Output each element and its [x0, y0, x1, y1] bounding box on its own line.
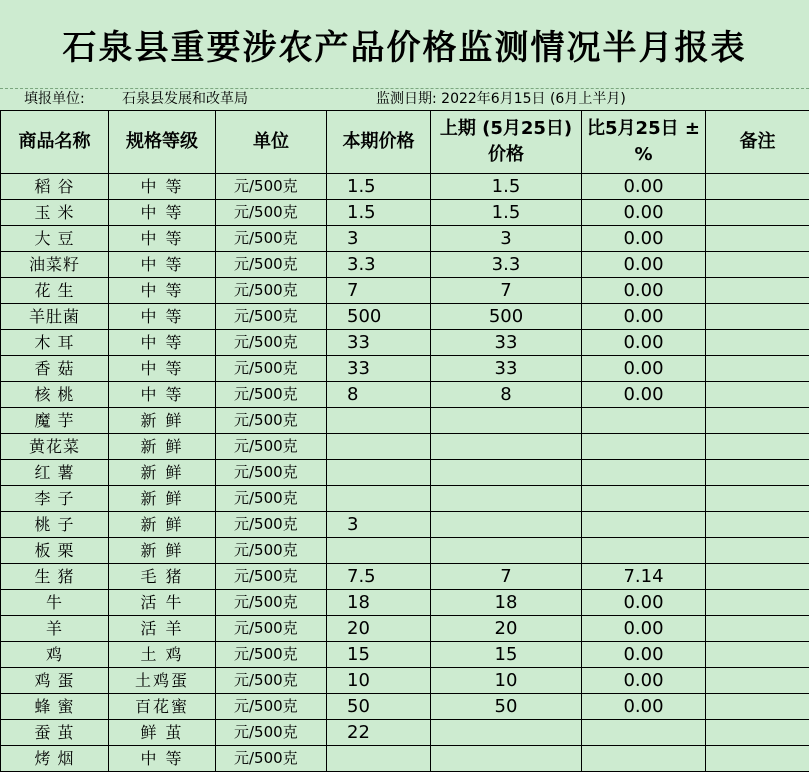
header-spec: 规格等级: [109, 111, 216, 174]
cell-note: [706, 590, 809, 616]
cell-current-price: 3: [327, 226, 431, 252]
table-row: [1, 694, 809, 720]
cell-previous-price: 20: [431, 616, 582, 642]
cell-note: [706, 278, 809, 304]
table-row: [1, 434, 809, 460]
table-row: [1, 538, 809, 564]
cell-name: 玉 米: [1, 200, 109, 226]
header-unit: 单位: [216, 111, 327, 174]
cell-spec: 中 等: [109, 278, 216, 304]
cell-name: 烤 烟: [1, 746, 109, 772]
table-row: [1, 174, 809, 200]
cell-unit: 元/500克: [216, 720, 327, 746]
cell-change: 0.00: [582, 382, 706, 408]
cell-current-price: 500: [327, 304, 431, 330]
cell-name: 油菜籽: [1, 252, 109, 278]
table-row: [1, 304, 809, 330]
cell-previous-price: [431, 408, 582, 434]
price-table: [0, 110, 809, 772]
cell-unit: 元/500克: [216, 304, 327, 330]
cell-name: 李 子: [1, 486, 109, 512]
cell-change: 0.00: [582, 356, 706, 382]
cell-note: [706, 460, 809, 486]
cell-name: 羊: [1, 616, 109, 642]
table-row: [1, 382, 809, 408]
cell-note: [706, 642, 809, 668]
cell-spec: 活 羊: [109, 616, 216, 642]
cell-previous-price: 1.5: [431, 174, 582, 200]
cell-change: 7.14: [582, 564, 706, 590]
cell-unit: 元/500克: [216, 252, 327, 278]
cell-previous-price: [431, 434, 582, 460]
cell-spec: 土鸡蛋: [109, 668, 216, 694]
cell-spec: 中 等: [109, 382, 216, 408]
cell-name: 大 豆: [1, 226, 109, 252]
table-row: [1, 460, 809, 486]
cell-spec: 毛 猪: [109, 564, 216, 590]
cell-change: 0.00: [582, 252, 706, 278]
cell-name: 红 薯: [1, 460, 109, 486]
cell-name: 核 桃: [1, 382, 109, 408]
report-title: 石泉县重要涉农产品价格监测情况半月报表: [62, 27, 747, 68]
cell-current-price: [327, 460, 431, 486]
cell-change: 0.00: [582, 668, 706, 694]
table-row: [1, 564, 809, 590]
cell-current-price: 8: [327, 382, 431, 408]
cell-unit: 元/500克: [216, 486, 327, 512]
cell-current-price: 1.5: [327, 174, 431, 200]
table-row: [1, 226, 809, 252]
cell-change: [582, 720, 706, 746]
cell-current-price: 7.5: [327, 564, 431, 590]
cell-previous-price: 3.3: [431, 252, 582, 278]
cell-current-price: [327, 408, 431, 434]
cell-previous-price: [431, 538, 582, 564]
header-name: 商品名称: [1, 111, 109, 174]
cell-name: 黄花菜: [1, 434, 109, 460]
cell-current-price: 15: [327, 642, 431, 668]
cell-unit: 元/500克: [216, 278, 327, 304]
cell-name: 桃 子: [1, 512, 109, 538]
cell-note: [706, 668, 809, 694]
cell-current-price: 33: [327, 330, 431, 356]
cell-unit: 元/500克: [216, 356, 327, 382]
cell-previous-price: 10: [431, 668, 582, 694]
cell-note: [706, 200, 809, 226]
cell-spec: 中 等: [109, 174, 216, 200]
cell-change: 0.00: [582, 330, 706, 356]
table-row: [1, 356, 809, 382]
cell-change: [582, 486, 706, 512]
cell-unit: 元/500克: [216, 460, 327, 486]
table-row: [1, 278, 809, 304]
cell-note: [706, 434, 809, 460]
cell-change: [582, 538, 706, 564]
cell-current-price: [327, 486, 431, 512]
cell-name: 稻 谷: [1, 174, 109, 200]
cell-change: [582, 746, 706, 772]
table-row: [1, 408, 809, 434]
table-row: [1, 252, 809, 278]
cell-unit: 元/500克: [216, 174, 327, 200]
cell-unit: 元/500克: [216, 226, 327, 252]
header-change: 比5月25日 ± %: [582, 111, 706, 174]
cell-change: 0.00: [582, 278, 706, 304]
cell-unit: 元/500克: [216, 538, 327, 564]
cell-change: 0.00: [582, 200, 706, 226]
cell-change: [582, 434, 706, 460]
cell-name: 蜂 蜜: [1, 694, 109, 720]
cell-current-price: 3.3: [327, 252, 431, 278]
table-header-row: [1, 111, 809, 174]
cell-previous-price: 8: [431, 382, 582, 408]
cell-change: [582, 460, 706, 486]
cell-spec: 中 等: [109, 304, 216, 330]
cell-previous-price: 1.5: [431, 200, 582, 226]
cell-name: 花 生: [1, 278, 109, 304]
reporting-unit-label: 填报单位:: [24, 91, 85, 107]
reporting-unit-value: 石泉县发展和改革局: [122, 91, 248, 107]
cell-unit: 元/500克: [216, 746, 327, 772]
cell-current-price: 10: [327, 668, 431, 694]
cell-current-price: 18: [327, 590, 431, 616]
cell-note: [706, 486, 809, 512]
cell-note: [706, 174, 809, 200]
cell-note: [706, 746, 809, 772]
cell-unit: 元/500克: [216, 382, 327, 408]
cell-unit: 元/500克: [216, 642, 327, 668]
cell-spec: 中 等: [109, 330, 216, 356]
cell-current-price: 50: [327, 694, 431, 720]
cell-spec: 新 鲜: [109, 512, 216, 538]
header-current-price: 本期价格: [327, 111, 431, 174]
cell-change: 0.00: [582, 304, 706, 330]
cell-name: 蚕 茧: [1, 720, 109, 746]
report-info: [0, 89, 809, 110]
cell-unit: 元/500克: [216, 668, 327, 694]
cell-note: [706, 252, 809, 278]
cell-name: 鸡: [1, 642, 109, 668]
table-row: [1, 512, 809, 538]
cell-change: 0.00: [582, 590, 706, 616]
cell-previous-price: [431, 512, 582, 538]
cell-name: 香 菇: [1, 356, 109, 382]
table-row: [1, 668, 809, 694]
cell-unit: 元/500克: [216, 616, 327, 642]
cell-change: [582, 408, 706, 434]
cell-change: [582, 512, 706, 538]
cell-previous-price: 50: [431, 694, 582, 720]
cell-unit: 元/500克: [216, 200, 327, 226]
table-row: [1, 330, 809, 356]
cell-change: 0.00: [582, 174, 706, 200]
cell-spec: 活 牛: [109, 590, 216, 616]
cell-previous-price: 33: [431, 356, 582, 382]
cell-spec: 中 等: [109, 200, 216, 226]
cell-current-price: 22: [327, 720, 431, 746]
table-row: [1, 200, 809, 226]
header-previous-price: 上期 (5月25日) 价格: [431, 111, 582, 174]
cell-name: 鸡 蛋: [1, 668, 109, 694]
cell-note: [706, 304, 809, 330]
cell-previous-price: 33: [431, 330, 582, 356]
cell-name: 生 猪: [1, 564, 109, 590]
cell-previous-price: 15: [431, 642, 582, 668]
table-row: [1, 642, 809, 668]
cell-unit: 元/500克: [216, 694, 327, 720]
cell-previous-price: [431, 486, 582, 512]
cell-unit: 元/500克: [216, 564, 327, 590]
cell-spec: 新 鲜: [109, 408, 216, 434]
cell-name: 木 耳: [1, 330, 109, 356]
cell-unit: 元/500克: [216, 434, 327, 460]
cell-note: [706, 564, 809, 590]
cell-change: 0.00: [582, 226, 706, 252]
cell-spec: 新 鲜: [109, 434, 216, 460]
cell-spec: 新 鲜: [109, 538, 216, 564]
cell-current-price: 33: [327, 356, 431, 382]
cell-previous-price: 3: [431, 226, 582, 252]
cell-current-price: 7: [327, 278, 431, 304]
cell-name: 羊肚菌: [1, 304, 109, 330]
cell-note: [706, 538, 809, 564]
cell-note: [706, 356, 809, 382]
cell-name: 魔 芋: [1, 408, 109, 434]
cell-name: 牛: [1, 590, 109, 616]
cell-note: [706, 408, 809, 434]
cell-spec: 中 等: [109, 356, 216, 382]
cell-spec: 中 等: [109, 746, 216, 772]
cell-change: 0.00: [582, 694, 706, 720]
cell-previous-price: 7: [431, 564, 582, 590]
table-row: [1, 486, 809, 512]
cell-spec: 百花蜜: [109, 694, 216, 720]
monitoring-date: 监测日期: 2022年6月15日 (6月上半月): [376, 91, 626, 107]
cell-unit: 元/500克: [216, 408, 327, 434]
cell-note: [706, 616, 809, 642]
cell-current-price: [327, 746, 431, 772]
cell-previous-price: [431, 460, 582, 486]
cell-note: [706, 720, 809, 746]
cell-previous-price: 18: [431, 590, 582, 616]
cell-spec: 新 鲜: [109, 486, 216, 512]
cell-change: 0.00: [582, 642, 706, 668]
table-row: [1, 746, 809, 772]
cell-current-price: 1.5: [327, 200, 431, 226]
cell-spec: 新 鲜: [109, 460, 216, 486]
cell-note: [706, 512, 809, 538]
cell-spec: 鲜 茧: [109, 720, 216, 746]
cell-previous-price: 7: [431, 278, 582, 304]
cell-spec: 土 鸡: [109, 642, 216, 668]
cell-spec: 中 等: [109, 252, 216, 278]
cell-note: [706, 382, 809, 408]
cell-previous-price: [431, 746, 582, 772]
cell-previous-price: [431, 720, 582, 746]
header-note: 备注: [706, 111, 809, 174]
table-row: [1, 616, 809, 642]
table-row: [1, 720, 809, 746]
cell-note: [706, 226, 809, 252]
cell-current-price: [327, 434, 431, 460]
cell-spec: 中 等: [109, 226, 216, 252]
cell-unit: 元/500克: [216, 330, 327, 356]
cell-name: 板 栗: [1, 538, 109, 564]
cell-unit: 元/500克: [216, 590, 327, 616]
cell-current-price: 3: [327, 512, 431, 538]
cell-previous-price: 500: [431, 304, 582, 330]
cell-current-price: 20: [327, 616, 431, 642]
cell-note: [706, 330, 809, 356]
cell-note: [706, 694, 809, 720]
table-row: [1, 590, 809, 616]
cell-unit: 元/500克: [216, 512, 327, 538]
cell-change: 0.00: [582, 616, 706, 642]
cell-current-price: [327, 538, 431, 564]
